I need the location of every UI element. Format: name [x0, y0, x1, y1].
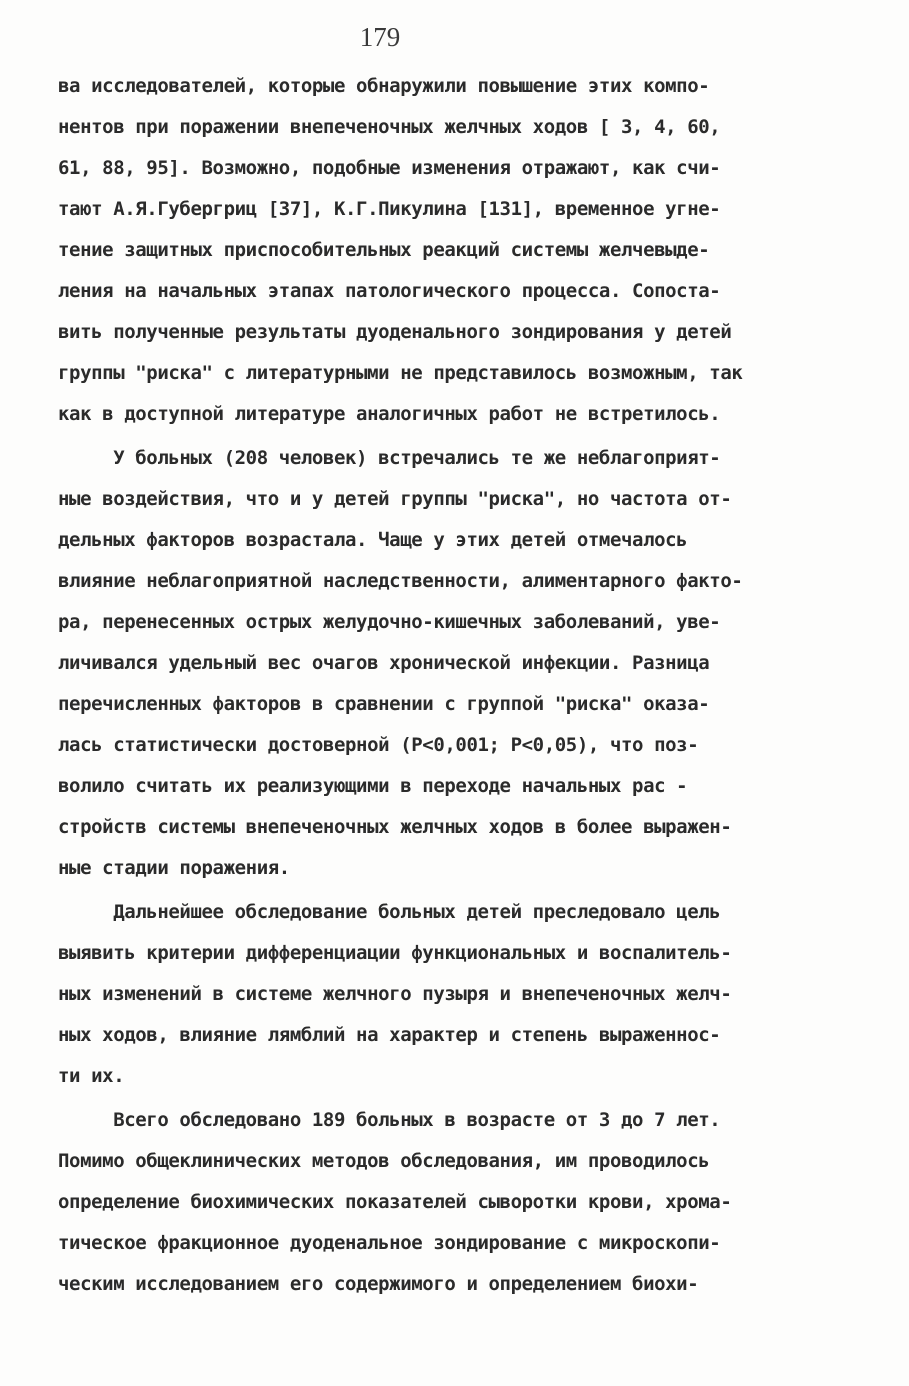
- text-line: дельных факторов возрастала. Чаще у этих детей отмечалось: [58, 529, 688, 551]
- text-line: личивался удельный вес очагов хронической инфекции. Разница: [58, 652, 710, 674]
- text-line: как в доступной литературе аналогичных работ не встретилось.: [58, 403, 721, 425]
- text-line: ления на начальных этапах патологического процесса. Сопоста-: [58, 280, 721, 302]
- text-line: 61, 88, 95]. Возможно, подобные изменения отражают, как счи-: [58, 157, 721, 179]
- text-line: У больных (208 человек) встречались те же неблагоприят-: [58, 447, 721, 469]
- text-line: тическое фракционное дуоденальное зондирование с микроскопи-: [58, 1232, 721, 1254]
- paragraph: [58, 66, 848, 435]
- text-line: перечисленных факторов в сравнении с группой "риска" оказа-: [58, 693, 710, 715]
- page-number: 179: [359, 22, 401, 52]
- text-line: группы "риска" с литературными не представилось возможным, так: [58, 362, 743, 384]
- text-line: ные воздействия, что и у детей группы "риска", но частота от-: [58, 488, 732, 510]
- text-line: стройств системы внепеченочных желчных ходов в более выражен-: [58, 816, 732, 838]
- text-line: ные стадии поражения.: [58, 857, 290, 879]
- paragraph: [58, 892, 848, 1097]
- text-line: тают А.Я.Губергриц [37], К.Г.Пикулина [131], временное угне-: [58, 198, 721, 220]
- text-line: Помимо общеклинических методов обследования, им проводилось: [58, 1150, 710, 1172]
- text-line: выявить критерии дифференциации функциональных и воспалитель-: [58, 942, 732, 964]
- text-line: ных ходов, влияние лямблий на характер и степень выраженнос-: [58, 1024, 721, 1046]
- text-line: влияние неблагоприятной наследственности, алиментарного факто-: [58, 570, 743, 592]
- text-line: ти их.: [58, 1065, 125, 1087]
- paragraph: [58, 1100, 848, 1305]
- body-text: [58, 66, 848, 1305]
- text-line: волило считать их реализующими в переходе начальных рас -: [58, 775, 688, 797]
- text-line: вить полученные результаты дуоденального зондирования у детей: [58, 321, 732, 343]
- text-line: ва исследователей, которые обнаружили повышение этих компо-: [58, 75, 710, 97]
- text-line: ра, перенесенных острых желудочно-кишечных заболеваний, уве-: [58, 611, 721, 633]
- text-line: тение защитных приспособительных реакций системы желчевыде-: [58, 239, 710, 261]
- text-line: ных изменений в системе желчного пузыря и внепеченочных желч-: [58, 983, 732, 1005]
- text-line: ческим исследованием его содержимого и определением биохи-: [58, 1273, 699, 1295]
- text-line: Дальнейшее обследование больных детей преследовало цель: [58, 901, 721, 923]
- text-line: Всего обследовано 189 больных в возрасте от 3 до 7 лет.: [58, 1109, 721, 1131]
- text-line: определение биохимических показателей сыворотки крови, хрома-: [58, 1191, 732, 1213]
- paragraph: [58, 438, 848, 889]
- text-line: нентов при поражении внепеченочных желчных ходов [ 3, 4, 60,: [58, 116, 721, 138]
- text-line: лась статистически достоверной (P<0,001; P<0,05), что поз-: [58, 734, 699, 756]
